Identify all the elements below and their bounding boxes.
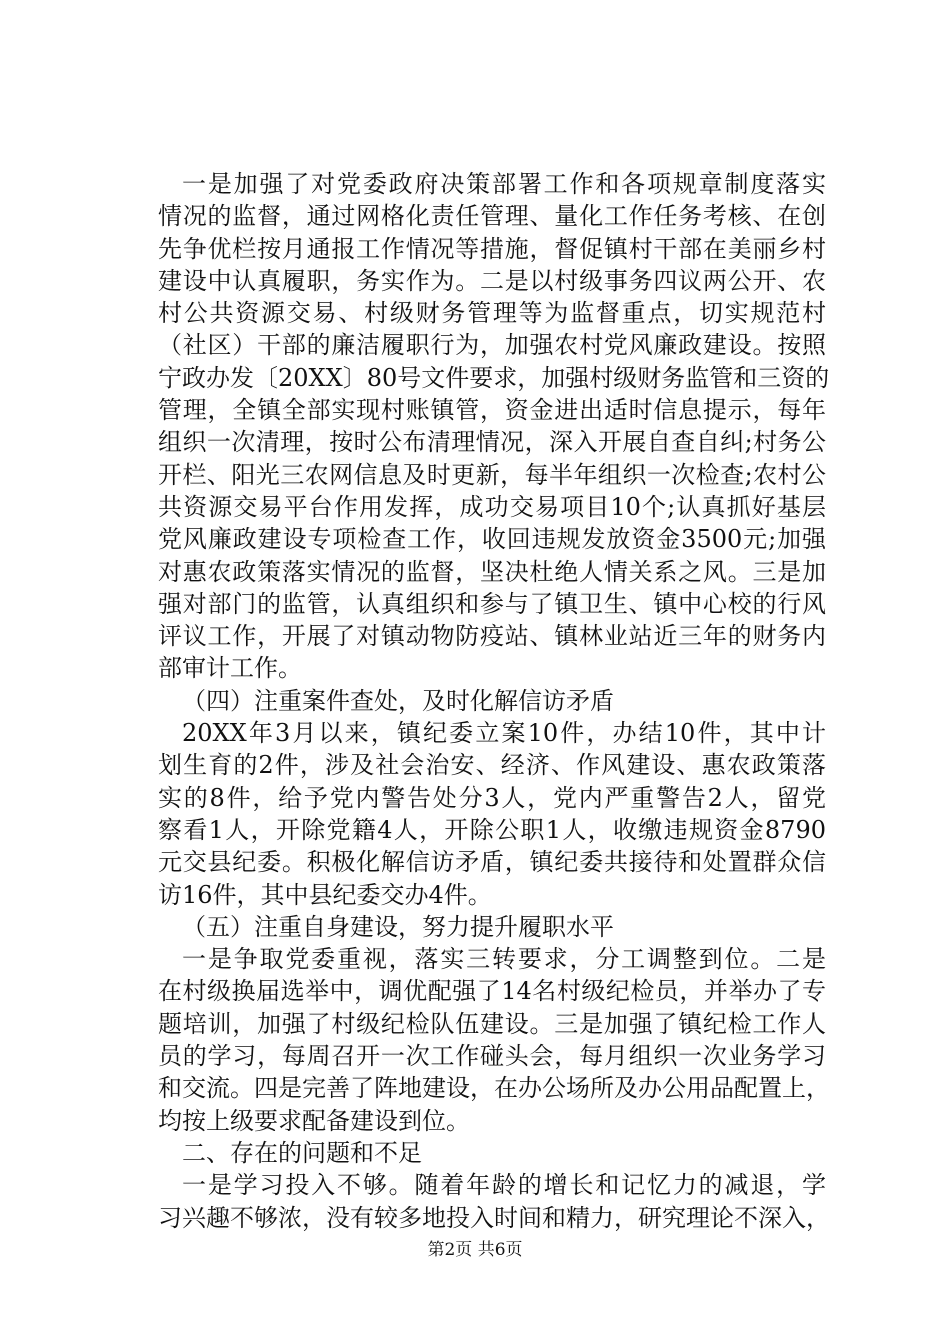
text-line: 建设中认真履职，务实作为。二是以村级事务四议两公开、农	[158, 266, 826, 295]
text-line: 二、存在的问题和不足	[182, 1138, 422, 1167]
text-line: 先争优栏按月通报工作情况等措施，督促镇村干部在美丽乡村	[158, 234, 826, 263]
text-line: 题培训，加强了村级纪检队伍建设。三是加强了镇纪检工作人	[158, 1009, 826, 1038]
text-line: 共资源交易平台作用发挥，成功交易项目10个;认真抓好基层	[158, 492, 826, 521]
text-line: 实的8件，给予党内警告处分3人，党内严重警告2人，留党	[158, 783, 826, 812]
text-line: （社区）干部的廉洁履职行为，加强农村党风廉政建设。按照	[158, 331, 826, 360]
text-line: 察看1人，开除党籍4人，开除公职1人，收缴违规资金8790	[158, 815, 826, 844]
page-footer: 第2页 共6页	[427, 1240, 523, 1260]
text-line: 评议工作，开展了对镇动物防疫站、镇林业站近三年的财务内	[158, 622, 826, 651]
text-line: （四）注重案件查处，及时化解信访矛盾	[182, 686, 614, 715]
text-line: 管理，全镇全部实现村账镇管，资金进出适时信息提示，每年	[158, 396, 826, 425]
text-line: 划生育的2件，涉及社会治安、经济、作风建设、惠农政策落	[158, 751, 826, 780]
text-line: 访16件，其中县纪委交办4件。	[158, 880, 492, 909]
document-body	[158, 168, 830, 1234]
text-line: 习兴趣不够浓，没有较多地投入时间和精力，研究理论不深入，	[158, 1203, 830, 1232]
text-line: 一是加强了对党委政府决策部署工作和各项规章制度落实	[182, 170, 826, 198]
text-line: 情况的监督，通过网格化责任管理、量化工作任务考核、在创	[158, 202, 826, 231]
text-line: 强对部门的监管，认真组织和参与了镇卫生、镇中心校的行风	[158, 589, 826, 618]
text-line: 村公共资源交易、村级财务管理等为监督重点，切实规范村	[158, 299, 826, 328]
text-line: 组织一次清理，按时公布清理情况，深入开展自查自纠;村务公	[158, 428, 826, 457]
text-line: 和交流。四是完善了阵地建设，在办公场所及办公用品配置上，	[158, 1074, 830, 1103]
text-line: 一是学习投入不够。随着年龄的增长和记忆力的减退，学	[182, 1171, 826, 1200]
text-line: （五）注重自身建设，努力提升履职水平	[182, 912, 614, 941]
text-line: 员的学习，每周召开一次工作碰头会，每月组织一次业务学习	[158, 1042, 826, 1071]
text-line: 20XX年3月以来，镇纪委立案10件，办结10件，其中计	[182, 719, 826, 748]
text-line: 党风廉政建设专项检查工作，收回违规发放资金3500元;加强	[158, 525, 826, 554]
text-line: 在村级换届选举中，调优配强了14名村级纪检员，并举办了专	[158, 977, 826, 1006]
text-line: 均按上级要求配备建设到位。	[158, 1106, 470, 1135]
text-line: 开栏、阳光三农网信息及时更新，每半年组织一次检查;农村公	[158, 460, 826, 489]
text-line: 部审计工作。	[158, 654, 302, 683]
text-line: 对惠农政策落实情况的监督，坚决杜绝人情关系之风。三是加	[158, 557, 826, 586]
text-line: 元交县纪委。积极化解信访矛盾，镇纪委共接待和处置群众信	[158, 848, 826, 877]
text-line: 一是争取党委重视，落实三转要求，分工调整到位。二是	[182, 945, 826, 974]
text-line: 宁政办发〔20XX〕80号文件要求，加强村级财务监管和三资的	[158, 363, 830, 392]
